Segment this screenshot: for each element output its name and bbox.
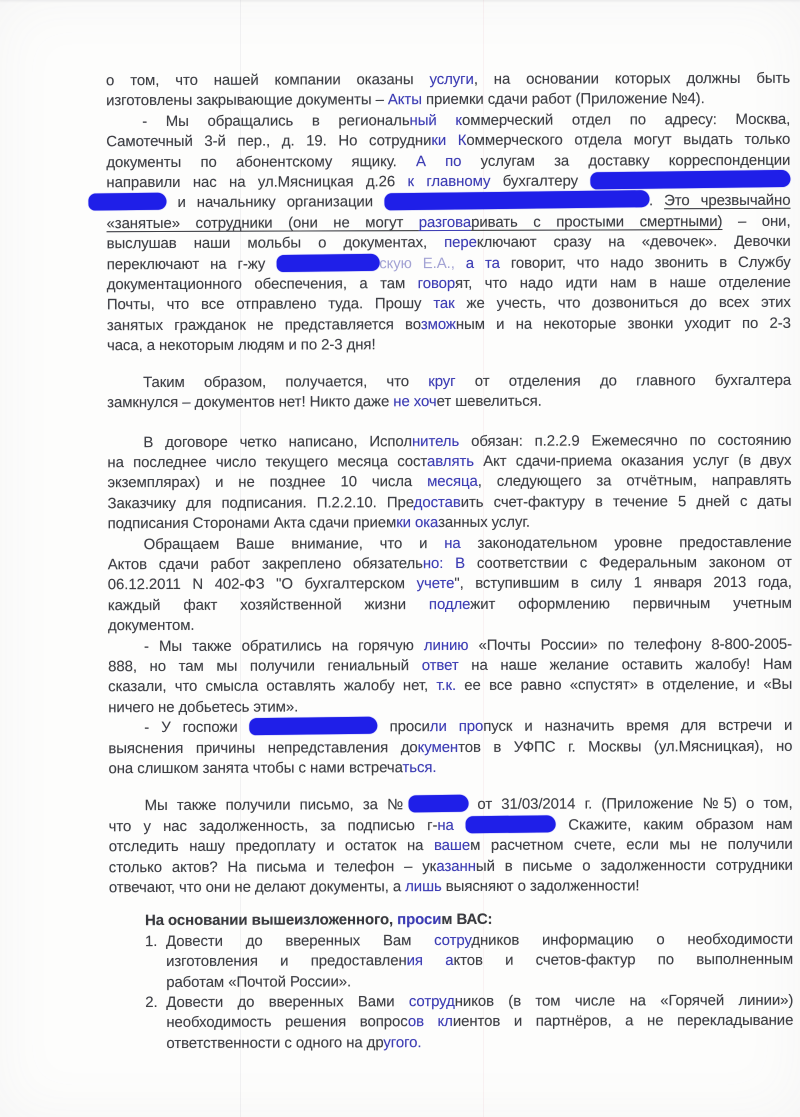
list-item xyxy=(145,991,793,1054)
text-line xyxy=(166,991,793,1014)
text-line xyxy=(108,532,792,555)
blue-text-segment: авлять xyxy=(426,452,474,470)
blue-text-segment: змож xyxy=(420,315,456,333)
text-line xyxy=(106,110,790,133)
underlined-text-segment: Это чрезвычайно xyxy=(664,192,791,210)
text-segment: она слишком занята чтобы с нами встреча xyxy=(108,759,403,778)
text-segment: документом. xyxy=(107,617,195,635)
text-line xyxy=(108,553,792,576)
text-segment: подписания Сторонами Акта сдачи прием xyxy=(107,514,397,533)
blue-text-segment: ный к xyxy=(409,111,463,129)
blue-text-segment: пере xyxy=(444,234,477,252)
redaction-marker xyxy=(88,193,166,211)
text-segment: м расчетном счете, если мы не получили xyxy=(470,836,793,855)
underlined-text-segment: ривать с простыми смертными) xyxy=(471,212,723,231)
text-segment: замкнулся – документов нет! Никто даже xyxy=(107,393,394,412)
paragraph xyxy=(108,634,792,718)
text-segment: ным и на некоторые звонки уходит по 2-3 xyxy=(455,314,791,333)
paragraph xyxy=(107,370,791,413)
text-segment: ый в письме о задолженности сотрудники xyxy=(475,856,793,875)
text-line xyxy=(108,614,792,637)
text-line xyxy=(108,736,792,759)
text-line xyxy=(166,970,793,993)
redaction-marker xyxy=(590,170,790,189)
text-line xyxy=(145,909,793,932)
text-line xyxy=(106,89,790,112)
text-line xyxy=(108,716,792,739)
text-segment: обязан: п.2.2.9 Ежемесячно по состоянию xyxy=(459,431,792,450)
blue-text-segment: т.к. xyxy=(436,677,457,695)
blue-text-segment: ов кл xyxy=(407,1013,453,1031)
text-segment: документы по абонентскому ящику. xyxy=(106,152,416,171)
text-line xyxy=(107,471,791,494)
text-segment: бухгалтеру xyxy=(490,172,591,190)
text-segment: от отделения до главного бухгалтера xyxy=(455,371,792,390)
text-line xyxy=(107,391,791,414)
text-line xyxy=(107,252,791,275)
paragraph xyxy=(109,794,793,898)
text-line xyxy=(109,835,793,858)
text-segment: отвечают, что они не делают документы, а xyxy=(108,878,406,897)
text-segment: экземплярах) и не позднее 10 числа xyxy=(107,473,428,492)
text-line xyxy=(107,293,791,316)
text-segment: ктов и счетов-фактур по выполненным xyxy=(453,951,794,970)
text-segment: ответственности с одного на др xyxy=(166,1034,384,1052)
text-line xyxy=(109,794,793,817)
blue-text-segment: ки ока xyxy=(396,514,439,532)
paragraph xyxy=(106,110,791,357)
text-segment: Почты, что все отправлено туда. Прошу xyxy=(106,295,434,314)
text-segment: ить счет-фактуру в течение 5 дней с даты xyxy=(460,492,792,511)
blue-text-segment: услуги xyxy=(429,70,474,89)
list-item-number: 2. xyxy=(145,994,158,1012)
text-line xyxy=(166,950,793,973)
underlined-text-segment: «занятые» сотрудники (они не могут xyxy=(106,213,419,233)
numbered-list xyxy=(109,930,793,1055)
text-line xyxy=(106,171,790,194)
blue-text-segment: лишь xyxy=(405,878,442,896)
text-line xyxy=(107,232,791,255)
text-segment: на последнее число текущего месяца сост xyxy=(107,452,428,472)
paragraph xyxy=(107,430,791,534)
blue-text-segment: не хоч xyxy=(393,393,437,411)
text-segment: от 31/03/2014 г. (Приложение №5) о том, xyxy=(468,795,793,814)
text-line xyxy=(106,69,790,92)
text-segment: переключают на г-жу xyxy=(106,255,277,273)
text-segment: Довести до вверенных Вами xyxy=(166,993,409,1012)
blue-text-segment: но: В xyxy=(422,554,466,573)
text-segment: каждый факт хозяйственной жизни xyxy=(107,595,429,614)
blue-text-segment: кумен xyxy=(417,738,459,756)
text-segment: иентов и партнёров, а не перекладывание xyxy=(452,1012,794,1031)
text-line xyxy=(166,1032,793,1055)
text-segment: о том, что нашей компании оказаны xyxy=(106,71,430,90)
blue-text-segment: ли про xyxy=(429,718,484,736)
blue-text-segment: азанн xyxy=(436,857,476,875)
text-line xyxy=(108,573,792,596)
list-item-text xyxy=(166,991,793,1054)
list-item xyxy=(145,930,793,993)
text-segment: - Мы обращались в региональ xyxy=(142,111,410,130)
text-line xyxy=(108,512,792,535)
text-line xyxy=(109,855,793,878)
text-segment: выслушав наши мольбы о документах, xyxy=(106,234,445,253)
text-segment: – они, xyxy=(722,212,791,230)
text-segment: Таким образом, получается, что xyxy=(143,372,429,391)
text-segment: Акт сдачи-приема оказания услуг (в двух xyxy=(473,451,792,470)
text-segment: работам «Почтой России». xyxy=(166,973,352,991)
text-segment: законодательном уровне предоставление xyxy=(460,533,792,552)
text-line xyxy=(109,815,793,838)
blue-text-segment: к главному xyxy=(407,172,491,191)
blue-text-segment: учете xyxy=(416,575,455,593)
blue-text-segment: ваше xyxy=(433,837,471,855)
text-segment: На основании вышеизложенного, xyxy=(144,911,398,930)
text-segment: . xyxy=(648,192,665,210)
blue-text-segment: нитель xyxy=(411,432,460,450)
blue-text-segment: сотру xyxy=(434,931,472,949)
paragraph xyxy=(108,532,792,636)
text-segment: тов в УФПС г. Москвы (ул.Мясницкая), но xyxy=(458,737,793,756)
text-segment: Скажите, каким образом нам xyxy=(555,815,793,834)
text-line xyxy=(166,1011,793,1034)
text-segment: - Мы также обратились на горячую xyxy=(143,636,424,655)
text-line xyxy=(106,130,790,153)
blue-text-segment: ки К xyxy=(431,132,467,150)
blue-text-segment: подле xyxy=(428,595,471,613)
blue-text-segment: достав xyxy=(413,493,461,511)
redaction-marker xyxy=(466,815,556,833)
text-segment: дников информацию о необходимости xyxy=(471,930,794,949)
text-line xyxy=(108,696,792,719)
text-segment: занных услуг. xyxy=(438,513,530,532)
text-segment: говорит, что надо звонить в Службу xyxy=(499,253,791,272)
blue-text-segment: ия а xyxy=(406,952,454,970)
blue-text-segment: месяца xyxy=(427,473,478,491)
blue-text-segment: на xyxy=(444,534,461,552)
text-segment: оммерческого отдела могут выдать только xyxy=(466,131,791,150)
text-segment: на наше желание оставить жалобу! Нам xyxy=(458,655,793,674)
text-segment: ", вступившим в силу 1 января 2013 года, xyxy=(454,574,792,593)
text-segment: ничего не добьетесь этим». xyxy=(108,698,299,716)
text-line xyxy=(107,334,791,357)
text-line xyxy=(107,430,791,453)
text-segment: выясняют о задолженности! xyxy=(441,877,640,896)
blue-text-segment: А по xyxy=(415,152,462,170)
text-line xyxy=(109,876,793,899)
blue-text-segment: на xyxy=(437,816,454,834)
blue-text-segment: а та xyxy=(465,254,500,272)
text-segment: направили нас на ул.Мясницкая д.26 xyxy=(106,173,408,192)
blue-text-segment: ответ xyxy=(421,656,459,675)
text-segment: м ВАС: xyxy=(441,911,493,929)
text-segment: ят, что надо идти нам в наше отделение xyxy=(454,273,791,293)
text-segment: что у нас задолженность, за подписью г- xyxy=(108,816,438,836)
text-segment: Мы также получили письмо, за № xyxy=(144,796,409,815)
text-segment: Заказчику для подписания. П.2.2.10. Пре xyxy=(107,493,414,512)
blue-text-segment: разгова xyxy=(418,213,472,231)
text-line xyxy=(107,273,791,296)
text-line xyxy=(107,451,791,474)
text-line xyxy=(107,492,791,515)
text-segment: Довести до вверенных Вам xyxy=(166,931,435,950)
blue-text-segment: круг xyxy=(428,372,456,390)
text-segment: же учесть, что дозвониться до всех этих xyxy=(454,294,791,313)
text-line xyxy=(108,594,792,617)
text-segment: отследить нашу предоплату и остаток на xyxy=(108,837,434,856)
text-segment: , следующего за отчётным, направлять xyxy=(477,472,792,491)
redaction-marker xyxy=(384,191,649,211)
blue-text-segment: говор xyxy=(417,275,455,293)
text-segment: В договоре четко написано, Испол xyxy=(143,432,413,451)
text-segment: ее все равно «спустят» в отделение, и «Вы xyxy=(455,676,793,695)
text-segment: столько актов? На письма и телефон – ук xyxy=(108,857,437,876)
text-segment: 06.12.2011 N 402-ФЗ "О бухгалтерском xyxy=(107,575,417,594)
text-line xyxy=(107,314,791,337)
text-segment: - У госпожи xyxy=(144,718,250,737)
text-segment: ет шевелиться. xyxy=(436,392,542,411)
list-item-number: 1. xyxy=(145,932,158,950)
redaction-marker xyxy=(276,253,379,271)
text-segment: часа, а некоторым людям и по 2-3 дня! xyxy=(106,336,376,355)
text-segment: услугам за доставку корреспонденции xyxy=(461,151,791,170)
text-segment: жит оформлению первичным учетным xyxy=(470,594,792,613)
text-segment: , на основании которых должны быть xyxy=(473,69,791,88)
blue-text-segment: угого. xyxy=(383,1033,422,1052)
text-segment: ников (в том числе на «Горячей линии») xyxy=(454,991,794,1011)
text-line xyxy=(166,930,793,953)
text-segment: сказали, что смысла оставлять жалобу нет, xyxy=(108,677,437,696)
text-segment: приемки сдачи работ (Приложение №4). xyxy=(421,90,705,109)
letter-content xyxy=(106,69,793,1055)
text-segment: занятых гражданок не представляется во xyxy=(106,315,421,335)
scan-edge-shadow xyxy=(0,0,800,3)
text-segment: «Почты России» по телефону 8-800-2005- xyxy=(468,635,793,654)
paragraph xyxy=(106,69,790,112)
text-segment: 888, но там мы получили гениальный xyxy=(108,657,422,676)
request-heading xyxy=(145,909,793,932)
text-segment: необходимость решения вопрос xyxy=(166,1013,408,1032)
text-segment xyxy=(454,817,466,834)
text-line xyxy=(106,150,790,173)
blue-text-segment: так xyxy=(433,295,455,313)
paragraph xyxy=(108,716,792,780)
text-segment: оммерческий отдел по адресу: Москва, xyxy=(461,110,791,129)
text-line xyxy=(108,757,792,780)
text-line xyxy=(108,634,792,657)
text-segment: документационного обеспечения, а там xyxy=(106,275,418,294)
text-segment xyxy=(455,255,466,272)
text-line xyxy=(107,370,791,393)
list-item-text xyxy=(166,930,793,993)
blue-text-segment: Акты xyxy=(387,91,422,109)
text-segment: проси xyxy=(377,718,430,736)
text-segment: Актов сдачи работ закреплено обязатель xyxy=(107,555,423,574)
text-segment: ключают сразу на «девочек». Девочки xyxy=(476,233,791,252)
text-line xyxy=(108,675,792,698)
text-segment: и начальнику организации xyxy=(166,193,385,212)
blue-text-segment: линию xyxy=(423,636,469,654)
text-segment: пуск и назначить время для встречи и xyxy=(483,716,793,736)
redaction-marker xyxy=(408,795,468,813)
text-segment: изготовлены закрывающие документы – xyxy=(106,91,388,110)
text-segment: изготовления и предоставлен xyxy=(166,952,407,971)
text-segment: Самотечный 3-й пер., д. 19. Но сотрудни xyxy=(106,132,432,151)
blue-text-segment: проси xyxy=(397,911,442,929)
text-segment: соответствии с Федеральным законом от xyxy=(465,553,792,572)
text-line xyxy=(106,191,790,214)
redaction-marker xyxy=(250,717,378,736)
text-line xyxy=(107,212,791,235)
text-segment: Обращаем Ваше внимание, что и xyxy=(143,534,445,553)
text-segment: выяснения причины непредставления до xyxy=(108,738,418,757)
text-line xyxy=(108,655,792,678)
blue-text-segment: сотруд xyxy=(408,993,455,1011)
redaction-remnant-text: скую Е.А., xyxy=(379,254,455,272)
blue-text-segment: ться. xyxy=(402,759,437,777)
